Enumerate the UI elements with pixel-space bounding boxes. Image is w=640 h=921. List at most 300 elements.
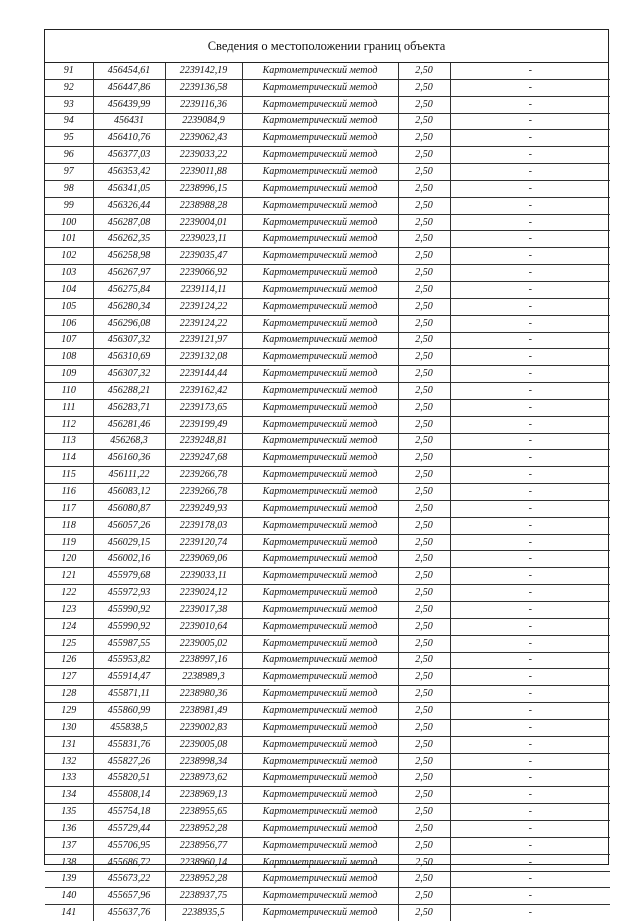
y-coordinate-cell: 2238973,62 [165, 770, 242, 787]
x-coordinate-cell: 456283,71 [93, 399, 165, 416]
x-coordinate-cell: 455827,26 [93, 753, 165, 770]
method-cell: Картометрический метод [242, 197, 398, 214]
accuracy-cell: 2,50 [398, 298, 450, 315]
accuracy-cell: 2,50 [398, 787, 450, 804]
y-coordinate-cell: 2239010,64 [165, 618, 242, 635]
method-cell: Картометрический метод [242, 332, 398, 349]
point-number-cell: 115 [45, 467, 93, 484]
table-row [45, 568, 610, 585]
point-number-cell: 99 [45, 197, 93, 214]
method-cell: Картометрический метод [242, 618, 398, 635]
table-row [45, 349, 610, 366]
x-coordinate-cell: 456454,61 [93, 63, 165, 79]
method-cell: Картометрический метод [242, 534, 398, 551]
accuracy-cell: 2,50 [398, 416, 450, 433]
method-cell: Картометрический метод [242, 147, 398, 164]
accuracy-cell: 2,50 [398, 366, 450, 383]
table-row [45, 905, 610, 921]
y-coordinate-cell: 2239266,78 [165, 467, 242, 484]
point-number-cell: 137 [45, 837, 93, 854]
x-coordinate-cell: 455972,93 [93, 585, 165, 602]
point-number-cell: 128 [45, 686, 93, 703]
method-cell: Картометрический метод [242, 63, 398, 79]
point-number-cell: 132 [45, 753, 93, 770]
y-coordinate-cell: 2239178,03 [165, 517, 242, 534]
x-coordinate-cell: 455979,68 [93, 568, 165, 585]
y-coordinate-cell: 2238952,28 [165, 871, 242, 888]
x-coordinate-cell: 455831,76 [93, 736, 165, 753]
y-coordinate-cell: 2239173,65 [165, 399, 242, 416]
accuracy-cell: 2,50 [398, 585, 450, 602]
y-coordinate-cell: 2239248,81 [165, 433, 242, 450]
description-cell: - [450, 703, 610, 720]
description-cell: - [450, 214, 610, 231]
y-coordinate-cell: 2239002,83 [165, 719, 242, 736]
method-cell: Картометрический метод [242, 416, 398, 433]
description-cell: - [450, 467, 610, 484]
y-coordinate-cell: 2239066,92 [165, 265, 242, 282]
point-number-cell: 134 [45, 787, 93, 804]
method-cell: Картометрический метод [242, 551, 398, 568]
description-cell: - [450, 180, 610, 197]
description-cell: - [450, 349, 610, 366]
x-coordinate-cell: 456439,99 [93, 96, 165, 113]
method-cell: Картометрический метод [242, 871, 398, 888]
method-cell: Картометрический метод [242, 719, 398, 736]
y-coordinate-cell: 2239017,38 [165, 602, 242, 619]
accuracy-cell: 2,50 [398, 450, 450, 467]
y-coordinate-cell: 2238935,5 [165, 905, 242, 921]
accuracy-cell: 2,50 [398, 63, 450, 79]
method-cell: Картометрический метод [242, 349, 398, 366]
point-number-cell: 111 [45, 399, 93, 416]
description-cell: - [450, 383, 610, 400]
accuracy-cell: 2,50 [398, 383, 450, 400]
method-cell: Картометрический метод [242, 804, 398, 821]
point-number-cell: 130 [45, 719, 93, 736]
x-coordinate-cell: 456160,36 [93, 450, 165, 467]
accuracy-cell: 2,50 [398, 888, 450, 905]
point-number-cell: 122 [45, 585, 93, 602]
point-number-cell: 138 [45, 854, 93, 871]
description-cell: - [450, 820, 610, 837]
y-coordinate-cell: 2239069,06 [165, 551, 242, 568]
description-cell: - [450, 399, 610, 416]
point-number-cell: 133 [45, 770, 93, 787]
y-coordinate-cell: 2239033,11 [165, 568, 242, 585]
x-coordinate-cell: 456262,35 [93, 231, 165, 248]
description-cell: - [450, 804, 610, 821]
y-coordinate-cell: 2239249,93 [165, 500, 242, 517]
description-cell: - [450, 315, 610, 332]
table-row [45, 130, 610, 147]
accuracy-cell: 2,50 [398, 854, 450, 871]
description-cell: - [450, 652, 610, 669]
x-coordinate-cell: 455637,76 [93, 905, 165, 921]
accuracy-cell: 2,50 [398, 568, 450, 585]
accuracy-cell: 2,50 [398, 736, 450, 753]
point-number-cell: 100 [45, 214, 93, 231]
point-number-cell: 124 [45, 618, 93, 635]
description-cell: - [450, 787, 610, 804]
y-coordinate-cell: 2238981,49 [165, 703, 242, 720]
table-row [45, 652, 610, 669]
x-coordinate-cell: 456307,32 [93, 366, 165, 383]
method-cell: Картометрический метод [242, 298, 398, 315]
table-row [45, 854, 610, 871]
table-row [45, 214, 610, 231]
y-coordinate-cell: 2238997,16 [165, 652, 242, 669]
accuracy-cell: 2,50 [398, 500, 450, 517]
table-row [45, 787, 610, 804]
x-coordinate-cell: 456326,44 [93, 197, 165, 214]
point-number-cell: 112 [45, 416, 93, 433]
table-row [45, 484, 610, 501]
accuracy-cell: 2,50 [398, 551, 450, 568]
y-coordinate-cell: 2239084,9 [165, 113, 242, 130]
point-number-cell: 114 [45, 450, 93, 467]
point-number-cell: 118 [45, 517, 93, 534]
accuracy-cell: 2,50 [398, 652, 450, 669]
y-coordinate-cell: 2239023,11 [165, 231, 242, 248]
x-coordinate-cell: 455686,72 [93, 854, 165, 871]
method-cell: Картометрический метод [242, 888, 398, 905]
description-cell: - [450, 736, 610, 753]
description-cell: - [450, 96, 610, 113]
accuracy-cell: 2,50 [398, 214, 450, 231]
description-cell: - [450, 500, 610, 517]
y-coordinate-cell: 2238937,75 [165, 888, 242, 905]
table-row [45, 517, 610, 534]
table-row [45, 96, 610, 113]
table-row [45, 534, 610, 551]
description-cell: - [450, 618, 610, 635]
table-row [45, 147, 610, 164]
y-coordinate-cell: 2238960,14 [165, 854, 242, 871]
table-row [45, 871, 610, 888]
table-row [45, 551, 610, 568]
table-row [45, 366, 610, 383]
x-coordinate-cell: 456111,22 [93, 467, 165, 484]
x-coordinate-cell: 456267,97 [93, 265, 165, 282]
x-coordinate-cell: 455953,82 [93, 652, 165, 669]
table-row [45, 635, 610, 652]
description-cell: - [450, 871, 610, 888]
point-number-cell: 141 [45, 905, 93, 921]
point-number-cell: 120 [45, 551, 93, 568]
table-row [45, 820, 610, 837]
x-coordinate-cell: 456431 [93, 113, 165, 130]
point-number-cell: 121 [45, 568, 93, 585]
description-cell: - [450, 231, 610, 248]
description-cell: - [450, 484, 610, 501]
method-cell: Картометрический метод [242, 500, 398, 517]
point-number-cell: 125 [45, 635, 93, 652]
description-cell: - [450, 568, 610, 585]
y-coordinate-cell: 2238996,15 [165, 180, 242, 197]
method-cell: Картометрический метод [242, 467, 398, 484]
method-cell: Картометрический метод [242, 130, 398, 147]
x-coordinate-cell: 456377,03 [93, 147, 165, 164]
y-coordinate-cell: 2238989,3 [165, 669, 242, 686]
x-coordinate-cell: 456029,15 [93, 534, 165, 551]
point-number-cell: 106 [45, 315, 93, 332]
accuracy-cell: 2,50 [398, 719, 450, 736]
method-cell: Картометрический метод [242, 79, 398, 96]
table-row [45, 804, 610, 821]
method-cell: Картометрический метод [242, 669, 398, 686]
x-coordinate-cell: 455673,22 [93, 871, 165, 888]
x-coordinate-cell: 455808,14 [93, 787, 165, 804]
table-row [45, 736, 610, 753]
table-row [45, 433, 610, 450]
description-cell: - [450, 281, 610, 298]
table-row [45, 164, 610, 181]
description-cell: - [450, 517, 610, 534]
point-number-cell: 136 [45, 820, 93, 837]
accuracy-cell: 2,50 [398, 517, 450, 534]
accuracy-cell: 2,50 [398, 686, 450, 703]
accuracy-cell: 2,50 [398, 332, 450, 349]
table-row [45, 231, 610, 248]
description-cell: - [450, 719, 610, 736]
y-coordinate-cell: 2239142,19 [165, 63, 242, 79]
accuracy-cell: 2,50 [398, 349, 450, 366]
method-cell: Картометрический метод [242, 652, 398, 669]
method-cell: Картометрический метод [242, 265, 398, 282]
point-number-cell: 101 [45, 231, 93, 248]
y-coordinate-cell: 2239035,47 [165, 248, 242, 265]
y-coordinate-cell: 2239024,12 [165, 585, 242, 602]
accuracy-cell: 2,50 [398, 618, 450, 635]
accuracy-cell: 2,50 [398, 770, 450, 787]
point-number-cell: 98 [45, 180, 93, 197]
x-coordinate-cell: 456310,69 [93, 349, 165, 366]
x-coordinate-cell: 455871,11 [93, 686, 165, 703]
table-row [45, 753, 610, 770]
method-cell: Картометрический метод [242, 837, 398, 854]
accuracy-cell: 2,50 [398, 433, 450, 450]
table-row [45, 332, 610, 349]
method-cell: Картометрический метод [242, 231, 398, 248]
y-coordinate-cell: 2238998,34 [165, 753, 242, 770]
y-coordinate-cell: 2239124,22 [165, 298, 242, 315]
accuracy-cell: 2,50 [398, 197, 450, 214]
accuracy-cell: 2,50 [398, 248, 450, 265]
point-number-cell: 126 [45, 652, 93, 669]
method-cell: Картометрический метод [242, 905, 398, 921]
description-cell: - [450, 113, 610, 130]
description-cell: - [450, 450, 610, 467]
x-coordinate-cell: 455706,95 [93, 837, 165, 854]
accuracy-cell: 2,50 [398, 265, 450, 282]
method-cell: Картометрический метод [242, 585, 398, 602]
table-row [45, 686, 610, 703]
table-row [45, 888, 610, 905]
description-cell: - [450, 669, 610, 686]
y-coordinate-cell: 2238955,65 [165, 804, 242, 821]
accuracy-cell: 2,50 [398, 837, 450, 854]
x-coordinate-cell: 456258,98 [93, 248, 165, 265]
y-coordinate-cell: 2239247,68 [165, 450, 242, 467]
description-cell: - [450, 551, 610, 568]
accuracy-cell: 2,50 [398, 180, 450, 197]
method-cell: Картометрический метод [242, 854, 398, 871]
method-cell: Картометрический метод [242, 703, 398, 720]
point-number-cell: 95 [45, 130, 93, 147]
point-number-cell: 94 [45, 113, 93, 130]
method-cell: Картометрический метод [242, 517, 398, 534]
table-row [45, 113, 610, 130]
method-cell: Картометрический метод [242, 635, 398, 652]
description-cell: - [450, 416, 610, 433]
point-number-cell: 139 [45, 871, 93, 888]
y-coordinate-cell: 2239005,08 [165, 736, 242, 753]
method-cell: Картометрический метод [242, 383, 398, 400]
accuracy-cell: 2,50 [398, 534, 450, 551]
method-cell: Картометрический метод [242, 113, 398, 130]
x-coordinate-cell: 456287,08 [93, 214, 165, 231]
description-cell: - [450, 433, 610, 450]
x-coordinate-cell: 455754,18 [93, 804, 165, 821]
table-row [45, 399, 610, 416]
description-cell: - [450, 248, 610, 265]
method-cell: Картометрический метод [242, 164, 398, 181]
point-number-cell: 119 [45, 534, 93, 551]
point-number-cell: 108 [45, 349, 93, 366]
method-cell: Картометрический метод [242, 180, 398, 197]
description-cell: - [450, 147, 610, 164]
y-coordinate-cell: 2238988,28 [165, 197, 242, 214]
x-coordinate-cell: 455729,44 [93, 820, 165, 837]
description-cell: - [450, 164, 610, 181]
description-cell: - [450, 63, 610, 79]
table-row [45, 585, 610, 602]
coordinates-table-body [45, 63, 610, 921]
description-cell: - [450, 534, 610, 551]
y-coordinate-cell: 2239132,08 [165, 349, 242, 366]
description-cell: - [528, 907, 532, 919]
x-coordinate-cell: 455838,5 [93, 719, 165, 736]
x-coordinate-cell: 456307,32 [93, 332, 165, 349]
method-cell: Картометрический метод [242, 770, 398, 787]
accuracy-cell: 2,50 [398, 484, 450, 501]
y-coordinate-cell: 2239004,01 [165, 214, 242, 231]
x-coordinate-cell: 455914,47 [93, 669, 165, 686]
description-cell: - [450, 298, 610, 315]
method-cell: Картометрический метод [242, 366, 398, 383]
point-number-cell: 127 [45, 669, 93, 686]
y-coordinate-cell: 2239124,22 [165, 315, 242, 332]
point-number-cell: 131 [45, 736, 93, 753]
x-coordinate-cell: 455820,51 [93, 770, 165, 787]
x-coordinate-cell: 456288,21 [93, 383, 165, 400]
y-coordinate-cell: 2238952,28 [165, 820, 242, 837]
method-cell: Картометрический метод [242, 602, 398, 619]
y-coordinate-cell: 2239266,78 [165, 484, 242, 501]
x-coordinate-cell: 456080,87 [93, 500, 165, 517]
y-coordinate-cell: 2238956,77 [165, 837, 242, 854]
description-cell: - [450, 79, 610, 96]
x-coordinate-cell: 456280,34 [93, 298, 165, 315]
description-cell: - [450, 635, 610, 652]
point-number-cell: 140 [45, 888, 93, 905]
x-coordinate-cell: 455987,55 [93, 635, 165, 652]
method-cell: Картометрический метод [242, 736, 398, 753]
point-number-cell: 113 [45, 433, 93, 450]
coordinates-table [45, 63, 610, 921]
x-coordinate-cell: 456268,3 [93, 433, 165, 450]
y-coordinate-cell: 2238980,36 [165, 686, 242, 703]
x-coordinate-cell: 456275,84 [93, 281, 165, 298]
table-row [45, 837, 610, 854]
point-number-cell: 129 [45, 703, 93, 720]
method-cell: Картометрический метод [242, 433, 398, 450]
description-cell: - [450, 686, 610, 703]
point-number-cell: 104 [45, 281, 93, 298]
y-coordinate-cell: 2239033,22 [165, 147, 242, 164]
description-cell: - [450, 366, 610, 383]
accuracy-cell: 2,50 [398, 96, 450, 113]
y-coordinate-cell: 2239114,11 [165, 281, 242, 298]
x-coordinate-cell: 456341,05 [93, 180, 165, 197]
accuracy-cell: 2,50 [398, 113, 450, 130]
table-row [45, 281, 610, 298]
description-cell: - [450, 854, 610, 871]
accuracy-cell: 2,50 [398, 130, 450, 147]
method-cell: Картометрический метод [242, 281, 398, 298]
boundary-coordinates-sheet [44, 29, 609, 919]
method-cell: Картометрический метод [242, 248, 398, 265]
point-number-cell: 116 [45, 484, 93, 501]
point-number-cell: 91 [45, 63, 93, 79]
y-coordinate-cell: 2238969,13 [165, 787, 242, 804]
method-cell: Картометрический метод [242, 686, 398, 703]
table-row [45, 602, 610, 619]
table-row [45, 315, 610, 332]
point-number-cell: 92 [45, 79, 93, 96]
table-row [45, 79, 610, 96]
table-row [45, 669, 610, 686]
accuracy-cell: 2,50 [398, 467, 450, 484]
y-coordinate-cell: 2239144,44 [165, 366, 242, 383]
accuracy-cell: 2,50 [398, 820, 450, 837]
point-number-cell: 123 [45, 602, 93, 619]
y-coordinate-cell: 2239062,43 [165, 130, 242, 147]
accuracy-cell: 2,50 [398, 905, 450, 921]
y-coordinate-cell: 2239199,49 [165, 416, 242, 433]
table-title: Сведения о местоположении границ объекта [45, 30, 608, 63]
accuracy-cell: 2,50 [398, 231, 450, 248]
x-coordinate-cell: 456057,26 [93, 517, 165, 534]
point-number-cell: 107 [45, 332, 93, 349]
table-row [45, 416, 610, 433]
accuracy-cell: 2,50 [398, 669, 450, 686]
table-row [45, 719, 610, 736]
table-row [45, 383, 610, 400]
table-row [45, 770, 610, 787]
x-coordinate-cell: 456447,86 [93, 79, 165, 96]
method-cell: Картометрический метод [242, 399, 398, 416]
description-cell: - [450, 265, 610, 282]
table-row [45, 618, 610, 635]
x-coordinate-cell: 456296,08 [93, 315, 165, 332]
method-cell: Картометрический метод [242, 96, 398, 113]
x-coordinate-cell: 455657,96 [93, 888, 165, 905]
table-row [45, 63, 610, 79]
method-cell: Картометрический метод [242, 787, 398, 804]
y-coordinate-cell: 2239162,42 [165, 383, 242, 400]
